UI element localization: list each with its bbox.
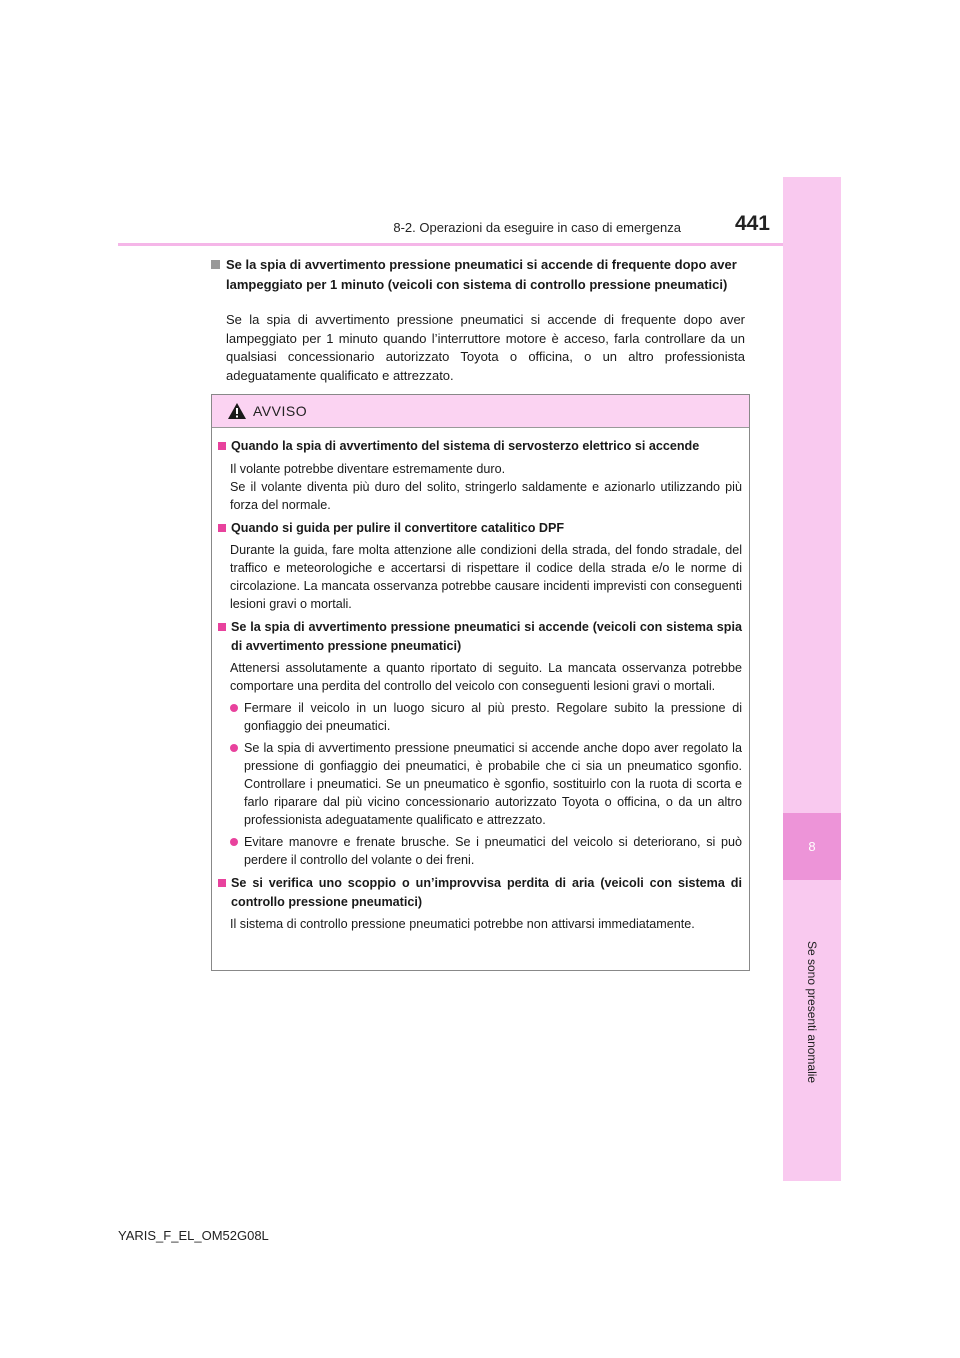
warning-item-text: Il sistema di controllo pressione pneumatici potrebbe non attivarsi immediatamente. [230, 917, 695, 931]
square-bullet-icon [218, 623, 226, 631]
square-bullet-icon [218, 442, 226, 450]
chapter-number-tab [783, 813, 841, 880]
warning-item-heading [218, 618, 742, 655]
warning-bullet-text: Evitare manovre e frenate brusche. Se i pneumatici del veicolo si deteriorano, si può perdere il controllo del volante o dei freni. [244, 835, 742, 867]
circle-bullet-icon [230, 704, 238, 712]
warning-box [211, 394, 750, 971]
warning-title: AVVISO [253, 403, 308, 419]
page-number: 441 [734, 212, 770, 235]
section-heading-text: Se la spia di avvertimento pressione pneumatici si accende di frequente dopo aver lampeggiato per 1 minuto (veicoli con sistema di controllo pressione pneumatici) [226, 257, 737, 292]
circle-bullet-icon [230, 838, 238, 846]
warning-item-text-line: Il volante potrebbe diventare estremamente duro. [230, 461, 506, 476]
section-body: Se la spia di avvertimento pressione pneumatici si accende di frequente dopo aver lampeggiato per 1 minuto quando l’interruttore motore è acceso, farla controllare da un qualsiasi concessionario autorizzato Toyota o officina, o un altro professionista adeguatamente qualificato e attrezzato. [226, 312, 745, 383]
footer-code: YARIS_F_EL_OM52G08L [118, 1228, 269, 1243]
warning-header [212, 395, 749, 428]
warning-item-text: Durante la guida, fare molta attenzione alle condizioni della strada, del fondo stradale, del traffico e meteorologiche e accertarsi di rispettare il codice della strada e/o le norme di circolazione. La mancata osservanza potrebbe causare incidenti imprevisti con conseguenti lesioni gravi o mortali. [230, 543, 742, 611]
warning-item-heading-text: Se la spia di avvertimento pressione pneumatici si accende (veicoli con sistema spia di avvertimento pressione pneumatici) [231, 620, 742, 653]
section-heading [211, 255, 748, 295]
warning-bullet [230, 699, 742, 735]
warning-item-heading-text: Quando la spia di avvertimento del sistema di servosterzo elettrico si accende [231, 439, 700, 453]
warning-item-heading [218, 519, 742, 538]
chapter-title: Se sono presenti anomalie [805, 940, 819, 1084]
warning-content [212, 428, 749, 933]
square-bullet-icon [211, 260, 220, 269]
circle-bullet-icon [230, 744, 238, 752]
chapter-number: 8 [808, 839, 816, 854]
warning-item-text: Attenersi assolutamente a quanto riportato di seguito. La mancata osservanza potrebbe comportare una perdita del controllo del veicolo con conseguenti lesioni gravi o mortali. [230, 661, 742, 693]
warning-triangle-icon [227, 402, 247, 420]
warning-item-heading-text: Se si verifica uno scoppio o un’improvvisa perdita di aria (veicoli con sistema di controllo pressione pneumatici) [231, 876, 742, 909]
warning-item-text [230, 460, 742, 514]
chapter-title-tab [783, 882, 841, 1142]
header-rule [118, 243, 783, 246]
square-bullet-icon [218, 524, 226, 532]
warning-bullet [230, 833, 742, 869]
warning-bullet-text: Fermare il veicolo in un luogo sicuro al più presto. Regolare subito la pressione di gonfiaggio dei pneumatici. [244, 701, 742, 733]
warning-item-text-line: Se il volante diventa più duro del solito, stringerlo saldamente e azionarlo utilizzando più forza del normale. [230, 479, 742, 512]
section-title: 8-2. Operazioni da eseguire in caso di emergenza [393, 220, 681, 235]
square-bullet-icon [218, 879, 226, 887]
warning-bullet [230, 739, 742, 829]
warning-bullet-text: Se la spia di avvertimento pressione pneumatici si accende anche dopo aver regolato la pressione di gonfiaggio dei pneumatici, è probabile che ci sia un pneumatico sgonfio. Controllare i pneumatici. Se un pneumatico è sgonfio, sostituirlo con la ruota di scorta e farlo riparare dal più vicino concessionario autorizzato Toyota o officina, o da un altro professionista adeguatamente qualificato e attrezzato. [244, 741, 742, 827]
warning-item-heading [218, 437, 742, 456]
warning-item-heading-text: Quando si guida per pulire il convertitore catalitico DPF [231, 520, 565, 535]
warning-item-heading [218, 874, 742, 911]
